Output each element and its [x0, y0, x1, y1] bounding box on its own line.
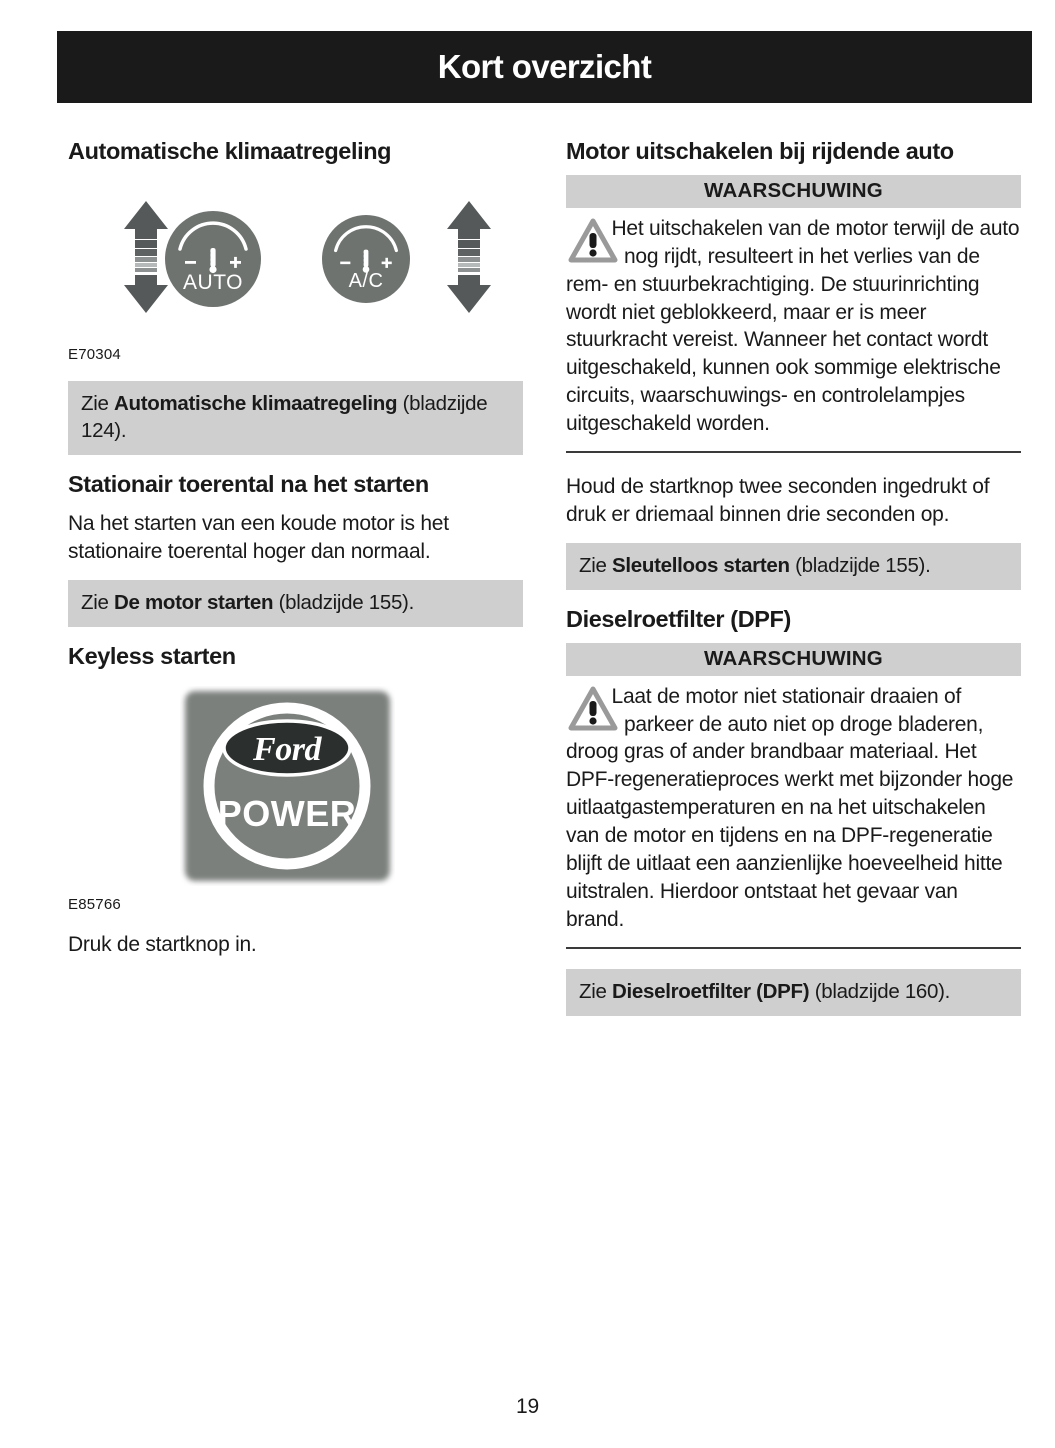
reference-prefix: Zie — [579, 979, 612, 1003]
page-header-banner — [57, 31, 1032, 103]
page-number: 19 — [516, 1395, 539, 1418]
reference-suffix: (bladzijde 155). — [789, 553, 931, 577]
warning-divider — [566, 451, 1021, 453]
ford-power-button-icon — [180, 686, 395, 886]
climate-control-figure — [68, 177, 523, 342]
power-button-figure — [68, 686, 523, 894]
warning-text-engine-off — [566, 215, 1021, 438]
heading-keyless-starten: Keyless starten — [68, 642, 236, 669]
warning-body-text: Laat de motor niet stationair draaien of parkeer de auto niet op droge bladeren, droog gras of ander brandbaar materiaal. Het DPF-regeneratieproces werkt met bijzonder hoge uitlaatgastemperaturen en na het uitschakelen van de motor en tijdens en na DPF-regeneratie blijft de uitlaat een aanzienlijke hoeveelheid hitte uitstralen. Hierdoor ontstaat het gevaar van brand. — [566, 684, 1014, 931]
reference-prefix: Zie — [579, 553, 612, 577]
reference-box-climate[interactable] — [68, 381, 523, 456]
left-column — [68, 138, 523, 972]
climate-control-dials-icon — [68, 177, 523, 342]
reference-prefix: Zie — [81, 391, 114, 415]
right-column — [566, 138, 1021, 1032]
reference-bold: Automatische klimaatregeling — [113, 391, 398, 415]
warning-block-engine-off — [566, 175, 1021, 453]
page-title: Kort overzicht — [437, 48, 652, 85]
body-motor-uitschakelen: Houd de startknop twee seconden ingedrukt of druk er driemaal binnen drie seconden op. — [566, 475, 990, 526]
warning-title: WAARSCHUWING — [566, 175, 1021, 208]
figure-caption-climate: E70304 — [68, 345, 121, 363]
warning-divider — [566, 947, 1021, 949]
svg-text:A/C: A/C — [348, 269, 384, 292]
warning-text-dpf — [566, 683, 1021, 934]
reference-suffix: (bladzijde 155). — [273, 590, 414, 614]
reference-prefix: Zie — [81, 590, 114, 614]
reference-bold: Dieselroetfilter (DPF) — [611, 979, 810, 1003]
svg-text:AUTO: AUTO — [183, 270, 243, 294]
reference-bold: Sleutelloos starten — [611, 553, 790, 577]
reference-box-de-motor-starten[interactable] — [68, 580, 523, 627]
reference-suffix: (bladzijde 124). — [81, 391, 488, 443]
heading-stationair-toerental: Stationair toerental na het starten — [68, 471, 429, 498]
reference-box-sleutelloos-starten[interactable] — [566, 543, 1021, 590]
warning-triangle-icon — [568, 218, 618, 264]
body-stationair-toerental: Na het starten van een koude motor is het stationaire toerental hoger dan normaal. — [68, 512, 449, 563]
figure-caption-power-button: E85766 — [68, 895, 121, 913]
reference-bold: De motor starten — [113, 590, 274, 614]
heading-automatische-klimaatregeling: Automatische klimaatregeling — [68, 138, 392, 164]
warning-block-dpf — [566, 643, 1021, 949]
reference-box-dieselroetfilter[interactable] — [566, 969, 1021, 1016]
body-keyless-starten: Druk de startknop in. — [68, 932, 257, 956]
svg-text:POWER: POWER — [217, 792, 357, 834]
heading-dieselroetfilter: Dieselroetfilter (DPF) — [566, 605, 791, 632]
svg-text:Ford: Ford — [253, 730, 321, 768]
warning-triangle-icon — [568, 686, 618, 732]
heading-motor-uitschakelen: Motor uitschakelen bij rijdende auto — [566, 138, 954, 164]
warning-body-text: Het uitschakelen van de motor terwijl de auto nog rijdt, resulteert in het verlies van de rem- en stuurbekrachtiging. De stuurinrichting wordt niet geblokkeerd, maar er is meer stuurkracht vereist. Wanneer het contact wordt uitgeschakeld, kunnen ook sommige elektrische circuits, waarschuwings- en controlelampjes uitgeschakeld worden. — [566, 216, 1020, 436]
reference-suffix: (bladzijde 160). — [809, 979, 951, 1003]
warning-title: WAARSCHUWING — [566, 643, 1021, 676]
